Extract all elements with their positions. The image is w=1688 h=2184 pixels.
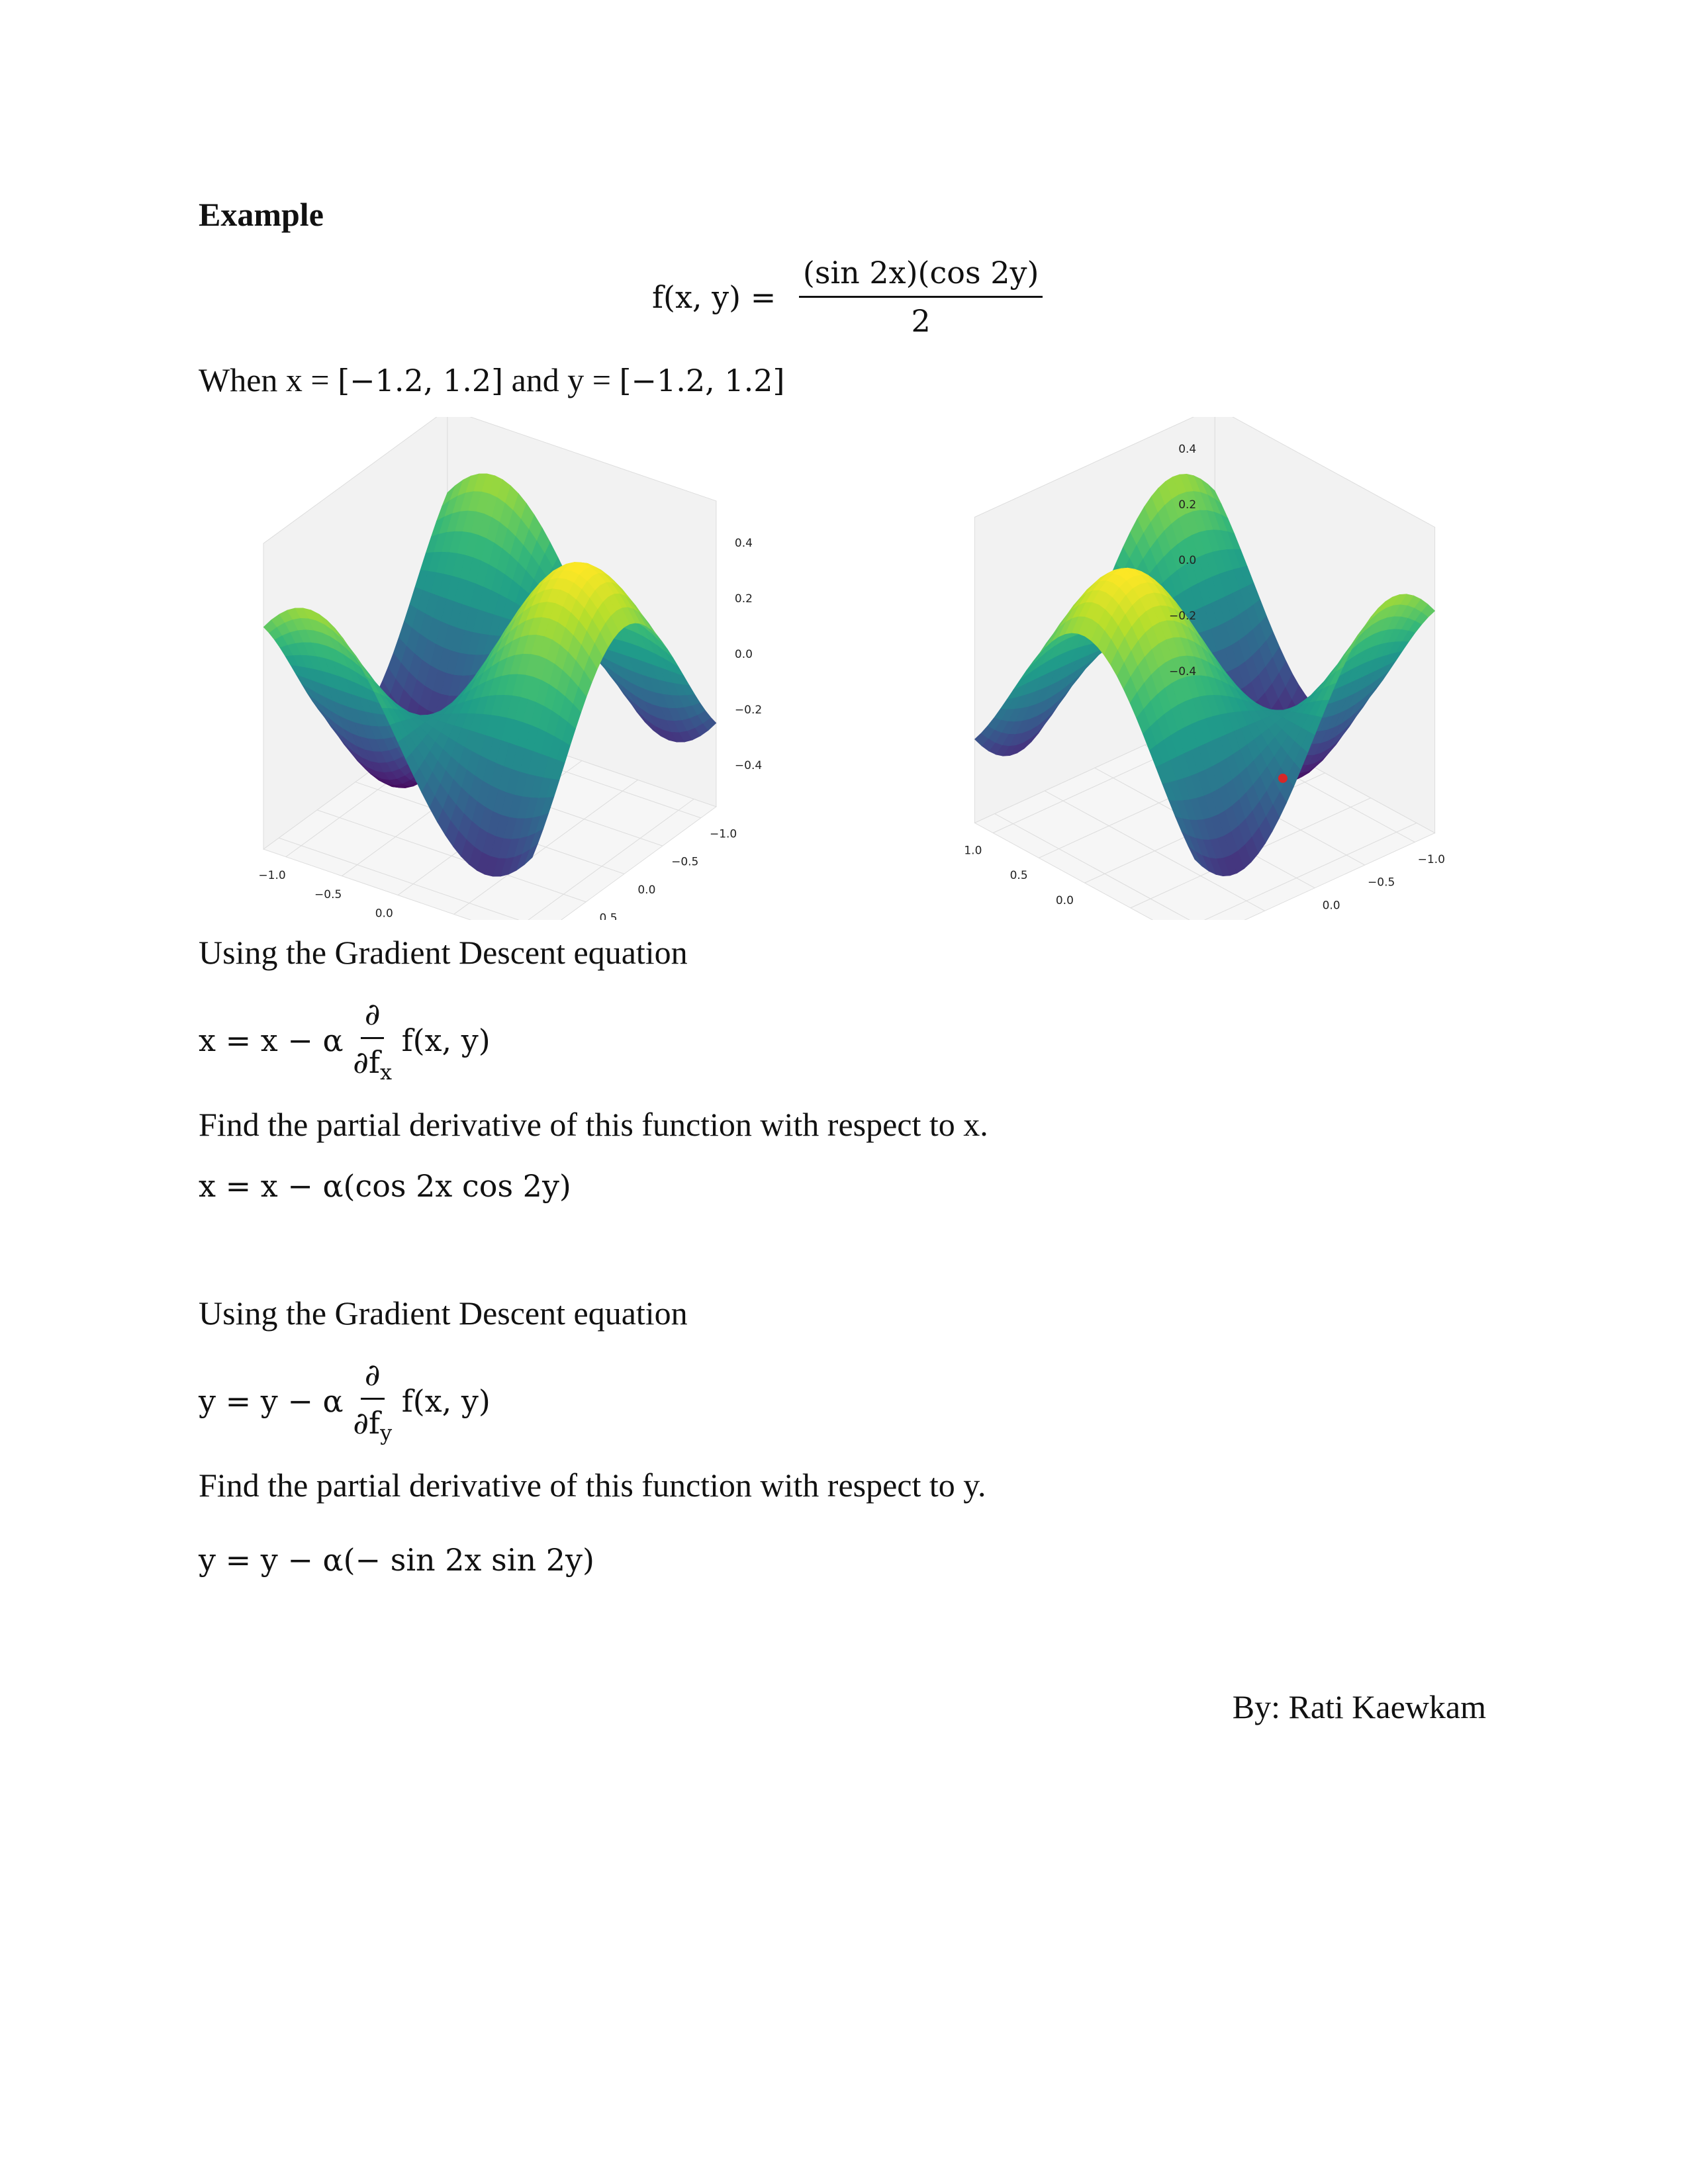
partial-fraction-y [353, 1357, 392, 1445]
partial-denominator-y: $\partial f_y$ [353, 1405, 393, 1446]
x-tick-label: −0.5 [1368, 876, 1395, 889]
y-tick-label: −0.5 [671, 855, 699, 869]
x-tick-label: 0.0 [1322, 899, 1340, 913]
equation-x-rhs: f(x, y) [401, 1023, 491, 1059]
page-heading: Example [199, 196, 324, 233]
partial-numerator-y: ∂ [361, 1357, 385, 1400]
y-tick-label: −1.0 [709, 827, 737, 841]
section-y-find: Find the partial derivative of this function with respect to y. [199, 1467, 986, 1504]
function-definition [652, 255, 1043, 339]
section-y-intro: Using the Gradient Descent equation [199, 1295, 688, 1332]
domain-line [199, 361, 784, 399]
x-range: [−1.2, 1.2] [338, 363, 504, 398]
x-tick-label: −1.0 [258, 868, 286, 882]
author-credit: By: Rati Kaewkam [1232, 1688, 1486, 1725]
z-tick-label: 0.4 [1178, 443, 1197, 457]
z-tick-label: 0.2 [1178, 498, 1197, 512]
z-tick-label: −0.4 [734, 758, 763, 772]
section-x-find: Find the partial derivative of this function with respect to x. [199, 1106, 988, 1143]
minimum-marker [1278, 774, 1288, 783]
function-denominator: 2 [911, 303, 931, 339]
y-tick-label [1097, 919, 1124, 920]
y-tick-label: 0.0 [637, 884, 656, 897]
gradient-equation-x [199, 996, 491, 1085]
z-tick-label: 0.4 [734, 536, 753, 550]
result-x: x = x − α(cos 2x cos 2y) [199, 1168, 571, 1204]
section-x-intro: Using the Gradient Descent equation [199, 934, 688, 971]
y-tick-label: 0.5 [599, 911, 618, 920]
function-lhs: f(x, y) = [652, 279, 776, 315]
surface-plot-right [914, 417, 1496, 920]
gradient-equation-y [199, 1357, 491, 1445]
result-y: y = y − α(− sin 2x sin 2y) [199, 1542, 594, 1578]
domain-middle: and y = [503, 361, 620, 398]
z-tick-label: −0.2 [734, 703, 763, 717]
partial-subscript-x: x [379, 1060, 393, 1085]
domain-prefix: When x = [199, 361, 338, 398]
partial-fraction-x [353, 996, 392, 1085]
partial-denominator-x: $\partial f_x$ [353, 1044, 393, 1085]
y-range: [−1.2, 1.2] [619, 363, 785, 398]
equation-y-lhs: y = y − α [199, 1383, 344, 1420]
surface-plot-right-svg [914, 417, 1496, 920]
function-numerator: (sin 2x)(cos 2y) [799, 255, 1043, 298]
x-tick-label: −0.5 [314, 887, 342, 901]
z-tick-label: 0.0 [734, 647, 753, 661]
function-fraction [799, 255, 1043, 339]
x-tick-label: 0.0 [375, 907, 393, 920]
y-tick-label: 1.0 [964, 844, 982, 858]
z-tick-label: −0.2 [1168, 610, 1197, 623]
partial-subscript-y: y [380, 1420, 393, 1446]
x-tick-label: −1.0 [1417, 853, 1445, 867]
y-tick-label: 0.0 [1055, 893, 1074, 907]
surface-plot-left-svg [199, 417, 781, 920]
equation-y-rhs: f(x, y) [401, 1383, 491, 1420]
z-tick-label: 0.0 [1178, 554, 1197, 568]
y-tick-label: 0.5 [1009, 869, 1028, 883]
surface-plot-left [199, 417, 781, 920]
equation-x-lhs: x = x − α [199, 1023, 344, 1059]
partial-numerator-x: ∂ [361, 996, 385, 1039]
z-tick-label: 0.2 [734, 592, 753, 606]
z-tick-label: −0.4 [1168, 665, 1197, 679]
